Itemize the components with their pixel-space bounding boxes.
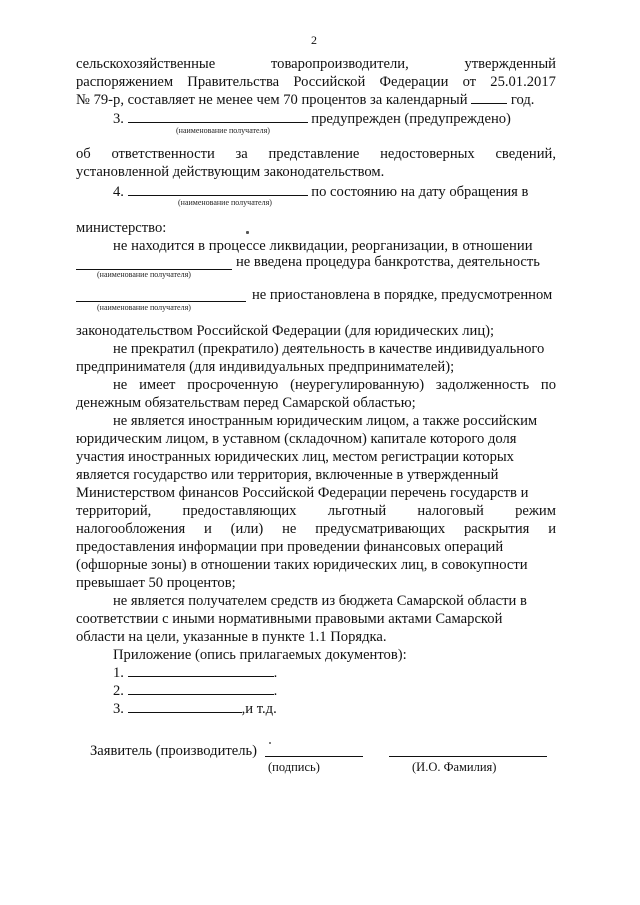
word: задолженность	[435, 377, 530, 393]
foreign-line9: (офшорные зоны) в отношении таких юридических лиц, в совокупности	[76, 557, 528, 573]
word: ответственности	[111, 146, 215, 162]
document-blank[interactable]	[128, 665, 274, 677]
para1-line1	[76, 56, 556, 73]
document-blank[interactable]	[128, 701, 242, 713]
word: об	[76, 146, 91, 162]
sign-caption: (подпись)	[268, 760, 320, 774]
word: (неурегулированную)	[290, 377, 425, 393]
word: (или)	[230, 521, 264, 537]
ip-line2: предпринимателя (для индивидуальных предпринимателей);	[76, 359, 455, 375]
word: за	[235, 146, 248, 162]
word: утвержденный	[464, 56, 556, 72]
text: .	[273, 665, 278, 681]
text: ,и т.д.	[241, 701, 277, 717]
liquidation-line1	[113, 238, 556, 255]
text: .	[273, 683, 278, 699]
word: и	[548, 521, 556, 537]
signature-blank[interactable]	[265, 756, 363, 757]
liquidation-line2: не введена процедура банкротства, деятельность	[236, 254, 540, 270]
recipient-name-blank[interactable]	[128, 184, 308, 196]
name-blank[interactable]	[389, 756, 547, 757]
recipient-name-blank[interactable]	[128, 111, 308, 123]
word: сельскохозяйственные	[76, 56, 216, 72]
text: № 79-р, составляет не менее чем 70 процентов за календарный	[76, 92, 468, 108]
word: сведений,	[495, 146, 556, 162]
budget-line3: области на цели, указанные в пункте 1.1 Порядка.	[76, 629, 387, 645]
foreign-line7	[76, 521, 556, 538]
item-number: 4.	[113, 184, 124, 200]
caption: (наименование получателя)	[178, 198, 272, 207]
word: 25.01.2017	[490, 74, 556, 90]
word: по	[540, 377, 556, 393]
para1-line2	[76, 74, 556, 91]
attachment-item	[113, 665, 277, 682]
word: имеет	[139, 377, 176, 393]
word: налоговый	[417, 503, 484, 519]
para1-line3	[76, 92, 534, 109]
word: налогообложения	[76, 521, 186, 537]
debt-line2: денежным обязательствам перед Самарской областью;	[76, 395, 416, 411]
budget-line1: не является получателем средств из бюджета Самарской области в	[113, 593, 527, 609]
word: недостоверных	[380, 146, 475, 162]
text: год.	[510, 92, 535, 108]
word: предоставляющих	[182, 503, 297, 519]
text: предупрежден (предупреждено)	[311, 111, 511, 127]
attachment-title: Приложение (опись прилагаемых документов):	[113, 647, 407, 663]
foreign-line6	[76, 503, 556, 520]
item-number: 2.	[113, 683, 124, 699]
word: не	[113, 377, 128, 393]
foreign-line10: превышает 50 процентов;	[76, 575, 236, 591]
item-number: 3.	[113, 111, 124, 127]
item-number: 3.	[113, 701, 124, 717]
word: товаропроизводители,	[270, 56, 409, 72]
word: режим	[515, 503, 556, 519]
word: не	[282, 521, 297, 537]
word: Правительства	[187, 74, 280, 90]
budget-line2: соответствии с иными нормативными правовыми актами Самарской	[76, 611, 503, 627]
item3-line2	[76, 146, 556, 163]
word: представление	[268, 146, 360, 162]
foreign-line1: не является иностранным юридическим лицом, а также российским	[113, 413, 538, 429]
foreign-line5: Министерством финансов Российской Федерации перечень государств и	[76, 485, 529, 501]
item3-line	[113, 111, 511, 128]
foreign-line3: участия иностранных юридических лиц, местом регистрации которых	[76, 449, 514, 465]
page-number: 2	[311, 33, 317, 47]
attachment-item	[113, 683, 277, 700]
word: Российской	[293, 74, 366, 90]
word: и	[204, 521, 212, 537]
item4-line	[113, 184, 528, 201]
year-blank[interactable]	[471, 92, 507, 104]
recipient-name-blank[interactable]	[76, 301, 246, 302]
caption: (наименование получателя)	[97, 270, 191, 279]
text: не находится в процессе ликвидации, реорганизации, в отношении	[113, 238, 533, 254]
liquidation-line4: законодательством Российской Федерации (для юридических лиц);	[76, 323, 495, 339]
word: от	[462, 74, 477, 90]
item4-line2: министерство:	[76, 220, 167, 236]
word: раскрытия	[464, 521, 530, 537]
word: территорий,	[76, 503, 152, 519]
word: распоряжением	[76, 74, 174, 90]
document-blank[interactable]	[128, 683, 274, 695]
foreign-line8: предоставления информации при проведении финансовых операций	[76, 539, 504, 555]
foreign-line4: является государство или территория, включенные в утвержденный	[76, 467, 499, 483]
word: Федерации	[379, 74, 449, 90]
word: просроченную	[187, 377, 279, 393]
signature-label: Заявитель (производитель)	[90, 743, 258, 759]
scan-speck	[269, 742, 271, 744]
caption: (наименование получателя)	[97, 303, 191, 312]
foreign-line2: юридическим лицом, в уставном (складочном) капитале которого доля	[76, 431, 517, 447]
attachment-item	[113, 701, 277, 718]
caption: (наименование получателя)	[176, 126, 270, 135]
ip-line1: не прекратил (прекратило) деятельность в качестве индивидуального	[113, 341, 545, 357]
scan-speck	[246, 231, 249, 234]
item-number: 1.	[113, 665, 124, 681]
liquidation-line3: не приостановлена в порядке, предусмотренном	[252, 287, 553, 303]
word: предусматривающих	[315, 521, 446, 537]
item3-line3: установленной действующим законодательством.	[76, 164, 385, 180]
name-caption: (И.О. Фамилия)	[412, 760, 497, 774]
text: по состоянию на дату обращения в	[311, 184, 529, 200]
word: льготный	[327, 503, 387, 519]
debt-line1	[113, 377, 556, 394]
